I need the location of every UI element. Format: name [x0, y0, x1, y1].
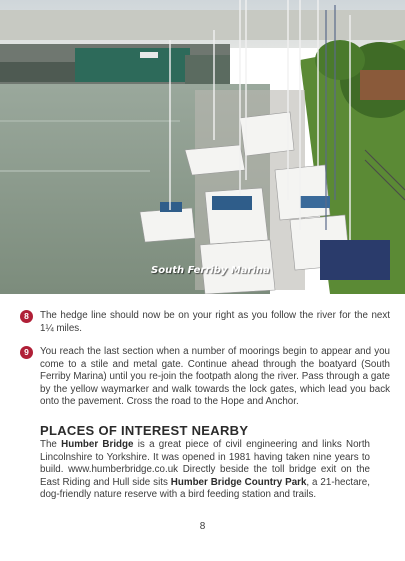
photo-caption: South Ferriby Marina [151, 265, 270, 276]
step-9 [20, 346, 390, 409]
park-name: Humber Bridge Country Park [170, 476, 307, 488]
step-number-badge: 8 [20, 310, 33, 323]
step-8 [20, 310, 390, 335]
page-number: 8 [199, 521, 206, 532]
step-text: The hedge line should now be on your right as you follow the river for the next 1¼ miles. [40, 310, 390, 334]
places-paragraph [40, 439, 370, 502]
places-text-1: is a great piece of civil engineering and links North Lincolnshire to Yorkshire. It was opened in 1981 having taken nine years to build. www.humberbridge.co.uk Directly beside the toll bridge exit on the East Riding and Hull side sits [40, 439, 370, 488]
step-number-badge: 9 [20, 346, 33, 359]
places-heading: PLACES OF INTEREST NEARBY [40, 423, 249, 438]
step-text: You reach the last section when a number of moorings begin to appear and you come to a stile and metal gate. Continue ahead through the boatyard (South Ferriby Marina) until you re-join the footpath along the river. Pass through a gate by the yellow waymarker and walk towards the lock gates, which lead you back onto the pavement. Cross the road to the Hope and Anchor. [40, 346, 390, 408]
places-text-2: , a 21-hectare, dog-friendly nature reserve with a bird feeding station and trails. [40, 476, 370, 501]
bridge-name: Humber Bridge [61, 439, 134, 450]
places-intro: The [40, 439, 62, 450]
